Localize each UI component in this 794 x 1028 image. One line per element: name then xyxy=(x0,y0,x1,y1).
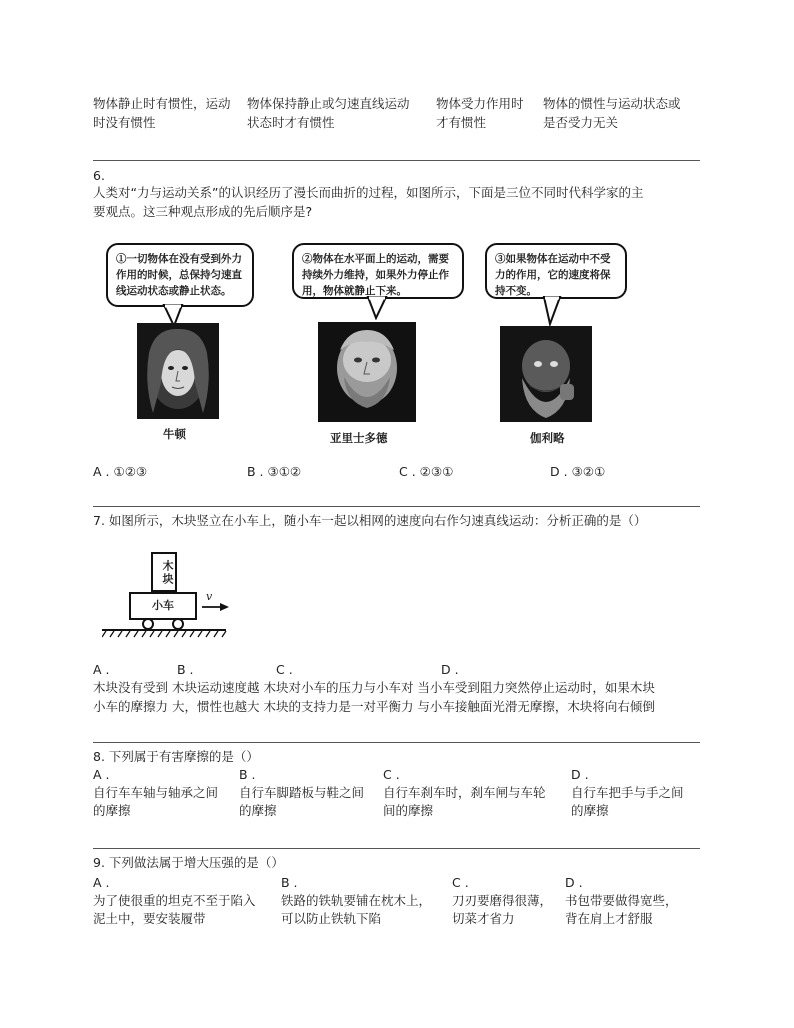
q8-option-d[interactable] xyxy=(571,766,684,820)
divider xyxy=(93,742,700,743)
q5-option-d-line2: 是否受力无关 xyxy=(543,115,619,130)
q5-option-c-line2: 才有惯性 xyxy=(436,115,487,130)
q6-stem-line1: 人类对“力与运动关系”的认识经历了漫长而曲折的过程，如图所示，下面是三位不同时代科学家的主 xyxy=(93,185,644,200)
person-icon xyxy=(318,322,416,422)
option-line: 可以防止铁轨下陷 xyxy=(281,911,382,926)
option-line: 的摩擦 xyxy=(571,803,609,818)
option-letter: B . xyxy=(281,875,298,890)
q7-letter-c[interactable]: C . xyxy=(276,662,293,677)
q9-option-c[interactable] xyxy=(452,874,552,928)
q5-option-a-line1: 物体静止时有惯性，运动 xyxy=(93,96,231,111)
q5-option-b-line1: 物体保持静止或匀速直线运动 xyxy=(247,96,410,111)
q8-stem: 8. 下列属于有害摩擦的是（） xyxy=(93,749,259,764)
q9-stem: 9. 下列做法属于增大压强的是（） xyxy=(93,855,284,870)
q8-option-c[interactable] xyxy=(383,766,546,820)
person-icon xyxy=(500,326,592,422)
speech-bubble-aristotle: ②物体在水平面上的运动，需要持续外力维持，如果外力停止作用，物体就静止下来。 xyxy=(292,243,464,299)
divider xyxy=(93,160,700,161)
choice-letter: D . xyxy=(550,464,568,479)
newton-portrait xyxy=(137,323,219,419)
option-line: 泥土中，要安装履带 xyxy=(93,911,206,926)
divider xyxy=(93,506,700,507)
q7-figure xyxy=(102,552,232,642)
q5-option-b xyxy=(247,94,410,132)
arrow-right-icon xyxy=(202,602,230,612)
q5-option-a-line2: 时没有惯性 xyxy=(93,115,156,130)
option-line: 间的摩擦 xyxy=(383,803,434,818)
q9-option-d[interactable] xyxy=(565,874,678,928)
option-letter: D . xyxy=(565,875,583,890)
q8-option-b[interactable] xyxy=(239,766,364,820)
q9-option-b[interactable] xyxy=(281,874,431,928)
q5-option-c-line1: 物体受力作用时 xyxy=(436,96,524,111)
q6-choice-c[interactable] xyxy=(399,462,453,481)
divider xyxy=(93,848,700,849)
option-line: 的摩擦 xyxy=(239,803,277,818)
option-line: 铁路的铁轨要铺在枕木上， xyxy=(281,893,432,908)
option-line: 背在肩上才舒服 xyxy=(565,911,653,926)
q7-options-line1: 木块没有受到 木块运动速度越 木块对小车的压力与小车对 当小车受到阻力突然停止运动时，如果木块 xyxy=(93,680,655,695)
option-line: 自行车脚踏板与鞋之间 xyxy=(239,785,365,800)
option-letter: A . xyxy=(93,767,110,782)
wood-block: 木块 xyxy=(151,552,177,592)
option-line: 为了使很重的坦克不至于陷入 xyxy=(93,893,256,908)
q7-stem: 7. 如图所示，木块竖立在小车上，随小车一起以相网的速度向右作匀速真线运动：分析正确的是（） xyxy=(93,513,647,528)
option-line: 的摩擦 xyxy=(93,803,131,818)
caption-newton: 牛顿 xyxy=(163,427,186,441)
caption-galileo: 伽利略 xyxy=(530,431,565,445)
choice-letter: C . xyxy=(399,464,416,479)
q6-choice-d[interactable] xyxy=(550,462,605,481)
cart: 小车 xyxy=(129,592,197,620)
galileo-portrait xyxy=(500,326,592,422)
ground-with-wheels-icon xyxy=(102,616,232,642)
choice-letter: B . xyxy=(247,464,264,479)
speech-bubble-galileo: ③如果物体在运动中不受力的作用，它的速度将保持不变。 xyxy=(485,243,627,299)
q5-option-d xyxy=(543,94,681,132)
q7-letter-b[interactable]: B . xyxy=(177,662,194,677)
q6-number: 6. xyxy=(93,168,105,183)
option-line: 切菜才省力 xyxy=(452,911,515,926)
q7-letter-a[interactable]: A . xyxy=(93,662,110,677)
q9-option-a[interactable] xyxy=(93,874,256,928)
q5-option-d-line1: 物体的惯性与运动状态或 xyxy=(543,96,681,111)
option-letter: C . xyxy=(383,767,400,782)
option-line: 书包带要做得宽些， xyxy=(565,893,678,908)
option-line: 自行车车轴与轴承之间 xyxy=(93,785,219,800)
choice-text: ②③① xyxy=(419,464,454,479)
option-line: 自行车把手与手之间 xyxy=(571,785,684,800)
choice-letter: A . xyxy=(93,464,110,479)
q5-option-a xyxy=(93,94,231,132)
q8-option-a[interactable] xyxy=(93,766,218,820)
speech-bubble-newton: ①一切物体在没有受到外力作用的时候，总保持匀速直线运动状态或静止状态。 xyxy=(106,243,254,307)
choice-text: ③①② xyxy=(267,464,302,479)
option-letter: A . xyxy=(93,875,110,890)
bubble-tail-icon xyxy=(364,296,394,320)
option-line: 自行车刹车时，刹车闸与车轮 xyxy=(383,785,546,800)
bubble-tail-icon xyxy=(540,296,570,326)
q6-choice-b[interactable] xyxy=(247,462,301,481)
option-line: 刀刃要磨得很薄， xyxy=(452,893,553,908)
caption-aristotle: 亚里士多德 xyxy=(330,431,388,445)
q6-choice-a[interactable] xyxy=(93,462,147,481)
q5-option-b-line2: 状态时才有惯性 xyxy=(247,115,335,130)
choice-text: ③②① xyxy=(571,464,606,479)
q7-options-line2: 小车的摩擦力 大，惯性也越大 木块的支持力是一对平衡力 与小车接触面光滑无摩擦，木块将向右倾倒 xyxy=(93,699,655,714)
q6-stem-line2: 要观点。这三种观点形成的先后顺序是? xyxy=(93,204,313,219)
person-icon xyxy=(137,323,219,419)
velocity-label: v xyxy=(206,590,213,603)
option-letter: B . xyxy=(239,767,256,782)
choice-text: ①②③ xyxy=(113,464,148,479)
q5-option-c xyxy=(436,94,524,132)
option-letter: D . xyxy=(571,767,589,782)
option-letter: C . xyxy=(452,875,469,890)
q7-letter-d[interactable]: D . xyxy=(441,662,459,677)
aristotle-portrait xyxy=(318,322,416,422)
